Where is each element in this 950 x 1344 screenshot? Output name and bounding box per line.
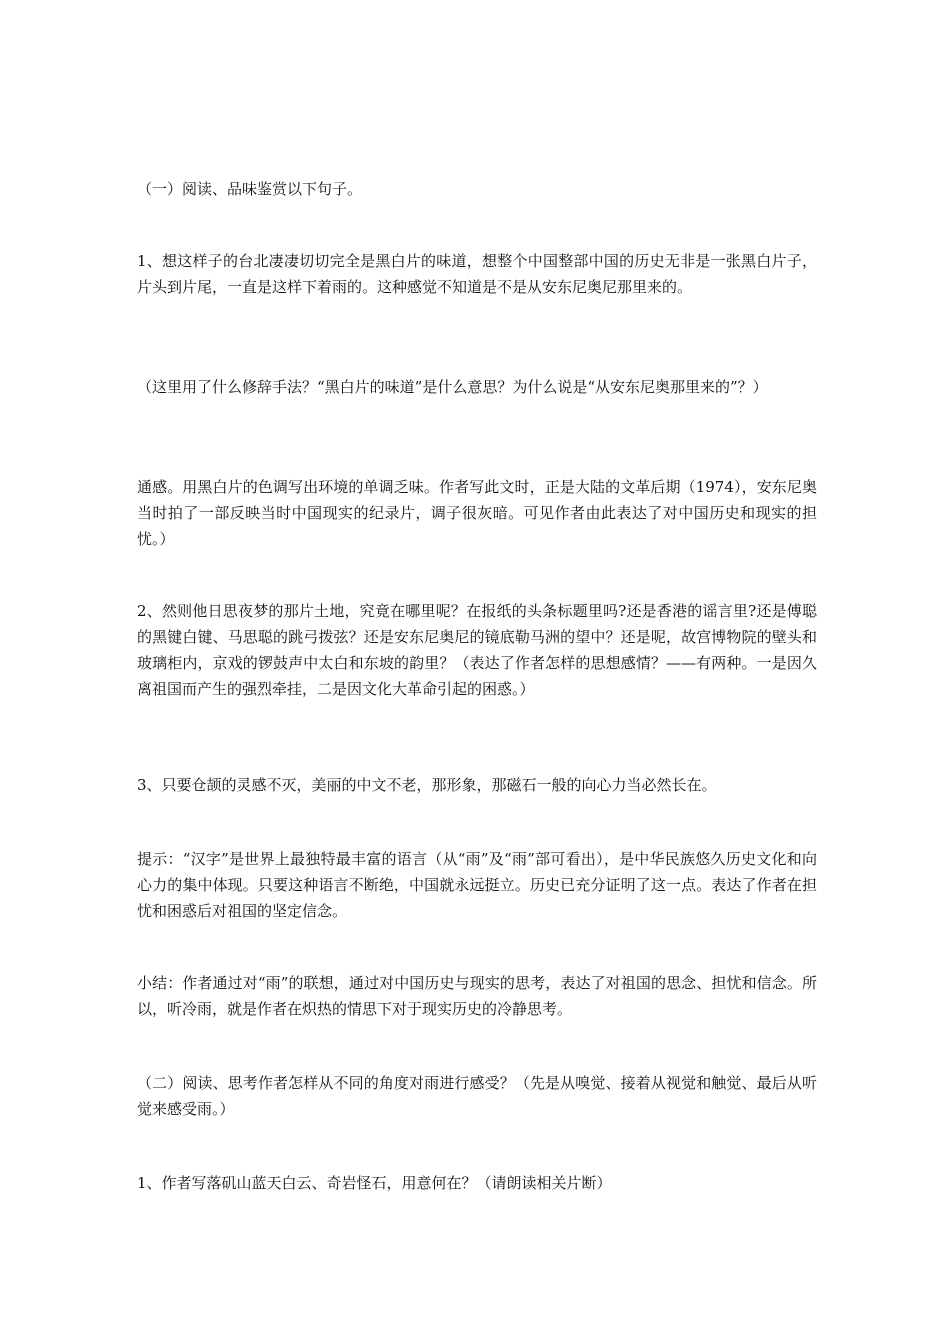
sentence-one: 1、想这样子的台北凄凄切切完全是黑白片的味道，想整个中国整部中国的历史无非是一张黑白片子，片头到片尾，一直是这样下着雨的。这种感觉不知道是不是从安东尼奥尼那里来的。	[137, 252, 817, 296]
summary-paragraph: 小结：作者通过对“雨”的联想，通过对中国历史与现实的思考，表达了对祖国的思念、担忧和信念。所以，听冷雨，就是作者在炽热的情思下对于现实历史的冷静思考。	[137, 974, 817, 1018]
section-heading-two: （二）阅读、思考作者怎样从不同的角度对雨进行感受？（先是从嗅觉、接着从视觉和触觉、最后从听觉来感受雨。）	[137, 1074, 817, 1118]
question-two: 1、作者写落矶山蓝天白云、奇岩怪石，用意何在？（请朗读相关片断）	[137, 1174, 612, 1192]
answer-one: 通感。用黑白片的色调写出环境的单调乏味。作者写此文时，正是大陆的文革后期（1974），安东尼奥当时拍了一部反映当时中国现实的纪录片，调子很灰暗。可见作者由此表达了对中国历史和现实的担忧。）	[137, 478, 817, 548]
section-heading-one: （一）阅读、品味鉴赏以下句子。	[137, 180, 363, 198]
sentence-two: 2、然则他日思夜梦的那片土地，究竟在哪里呢？在报纸的头条标题里吗?还是香港的谣言里?还是傅聪的黑键白键、马思聪的跳弓拨弦？还是安东尼奥尼的镜底勒马洲的望中？还是呢，故宫博物院的壁头和玻璃柜内，京戏的锣鼓声中太白和东坡的韵里？（表达了作者怎样的思想感情？——有两种。一是因久离祖国而产生的强烈牵挂，二是因文化大革命引起的困惑。）	[137, 602, 817, 698]
question-one: （这里用了什么修辞手法？“黑白片的味道”是什么意思？为什么说是“从安东尼奥那里来的”？）	[137, 378, 768, 396]
hint-paragraph: 提示：“汉字”是世界上最独特最丰富的语言（从“雨”及“雨”部可看出），是中华民族悠久历史文化和向心力的集中体现。只要这种语言不断绝，中国就永远挺立。历史已充分证明了这一点。表达了作者在担忧和困惑后对祖国的坚定信念。	[137, 850, 817, 920]
sentence-three: 3、只要仓颉的灵感不灭，美丽的中文不老，那形象，那磁石一般的向心力当必然长在。	[137, 776, 717, 794]
